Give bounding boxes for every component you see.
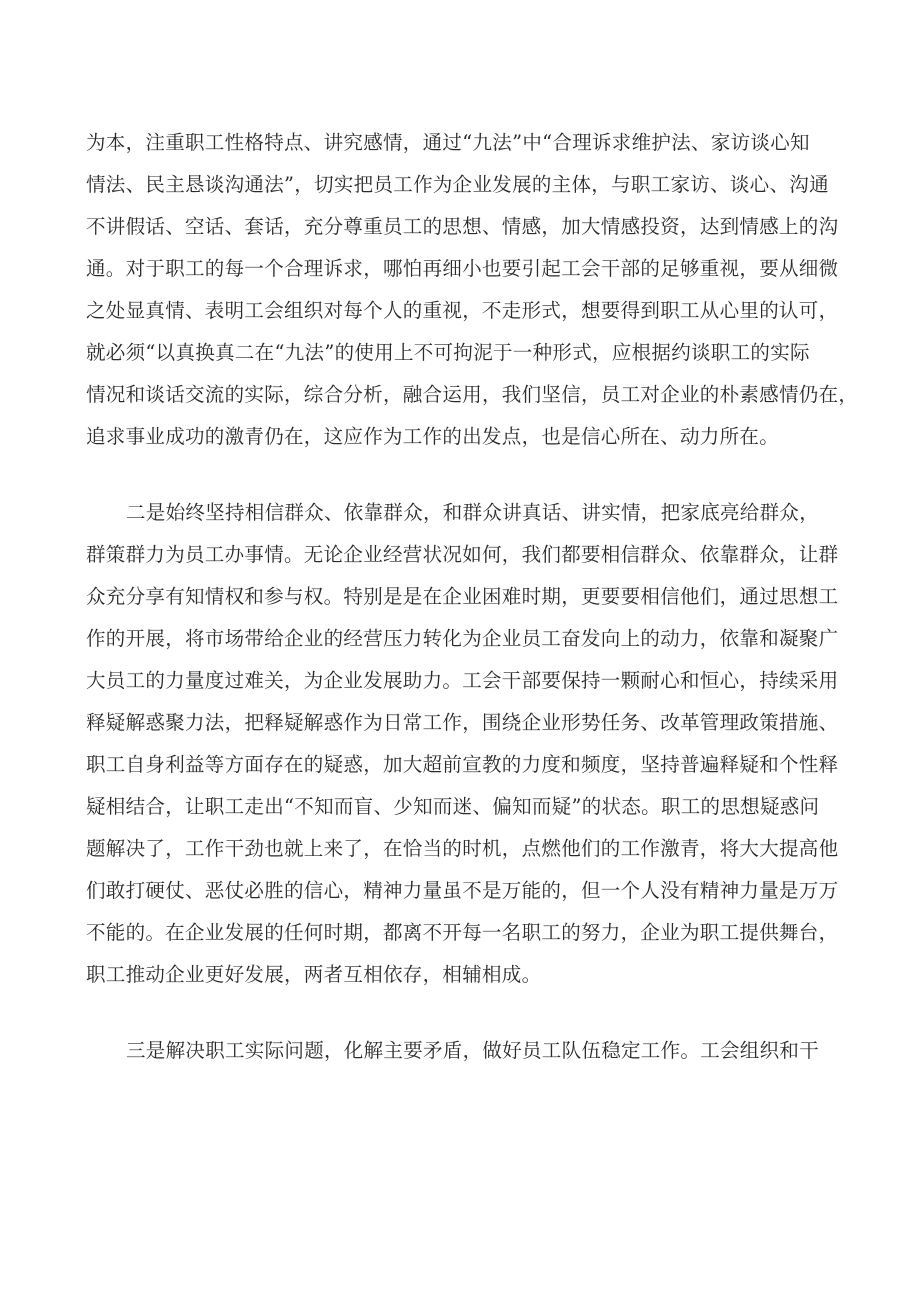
- text-line: 情法、民主恳谈沟通法”，切实把员工作为企业发展的主体，与职工家访、谈心、沟通: [86, 173, 829, 196]
- text-line: 之处显真情、表明工会组织对每个人的重视，不走形式，想要得到职工从心里的认可，: [86, 299, 839, 322]
- text-line: 释疑解惑聚力法，把释疑解惑作为日常工作，围绕企业形势任务、改革管理政策措施、: [86, 711, 839, 734]
- paragraph-first-line: 三是解决职工实际问题，化解主要矛盾，做好员工队伍稳定工作。工会组织和干: [126, 1039, 820, 1062]
- text-line: 大员工的力量度过难关，为企业发展助力。工会干部要保持一颗耐心和恒心，持续采用: [86, 669, 839, 692]
- text-line: 就必须“以真换真二在“九法”的使用上不可拘泥于一种形式，应根据约谈职工的实际: [86, 341, 810, 364]
- text-line: 众充分享有知情权和参与权。特别是是在企业困难时期，更要要相信他们，通过思想工: [86, 585, 839, 608]
- paragraph-first-line: 二是始终坚持相信群众、依靠群众，和群众讲真话、讲实情，把家底亮给群众，: [126, 501, 820, 524]
- text-line: 们敢打硬仗、恶仗必胜的信心，精神力量虽不是万能的，但一个人没有精神力量是万万: [86, 879, 839, 902]
- text-line: 题解决了，工作干劲也就上来了，在恰当的时机，点燃他们的工作激青，将大大提高他: [86, 837, 839, 860]
- text-line: 作的开展，将市场带给企业的经营压力转化为企业员工奋发向上的动力，依靠和凝聚广: [86, 627, 839, 650]
- text-line: 不讲假话、空话、套话，充分尊重员工的思想、情感，加大情感投资，达到情感上的沟: [86, 215, 839, 238]
- text-line: 通。对于职工的每一个合理诉求，哪怕再细小也要引起工会干部的足够重视，要从细微: [86, 257, 839, 280]
- text-line: 疑相结合，让职工走出“不知而盲、少知而迷、偏知而疑”的状态。职工的思想疑惑问: [86, 795, 820, 818]
- text-line: 群策群力为员工办事情。无论企业经营状况如何，我们都要相信群众、依靠群众，让群: [86, 543, 839, 566]
- text-line: 不能的。在企业发展的任何时期，都离不开每一名职工的努力，企业为职工提供舞台，: [86, 921, 839, 944]
- text-line: 职工自身利益等方面存在的疑惑，加大超前宣教的力度和频度，坚持普遍释疑和个性释: [86, 753, 839, 776]
- text-line: 追求事业成功的激青仍在，这应作为工作的出发点，也是信心所在、动力所在。: [86, 425, 780, 448]
- text-line: 职工推动企业更好发展，两者互相依存，相辅相成。: [86, 963, 542, 986]
- text-line: 为本，注重职工性格特点、讲究感情，通过“九法”中“合理诉求维护法、家访谈心知: [86, 131, 810, 154]
- text-line: 情况和谈话交流的实际，综合分析，融合运用，我们坚信，员工对企业的朴素感情仍在，: [86, 383, 859, 406]
